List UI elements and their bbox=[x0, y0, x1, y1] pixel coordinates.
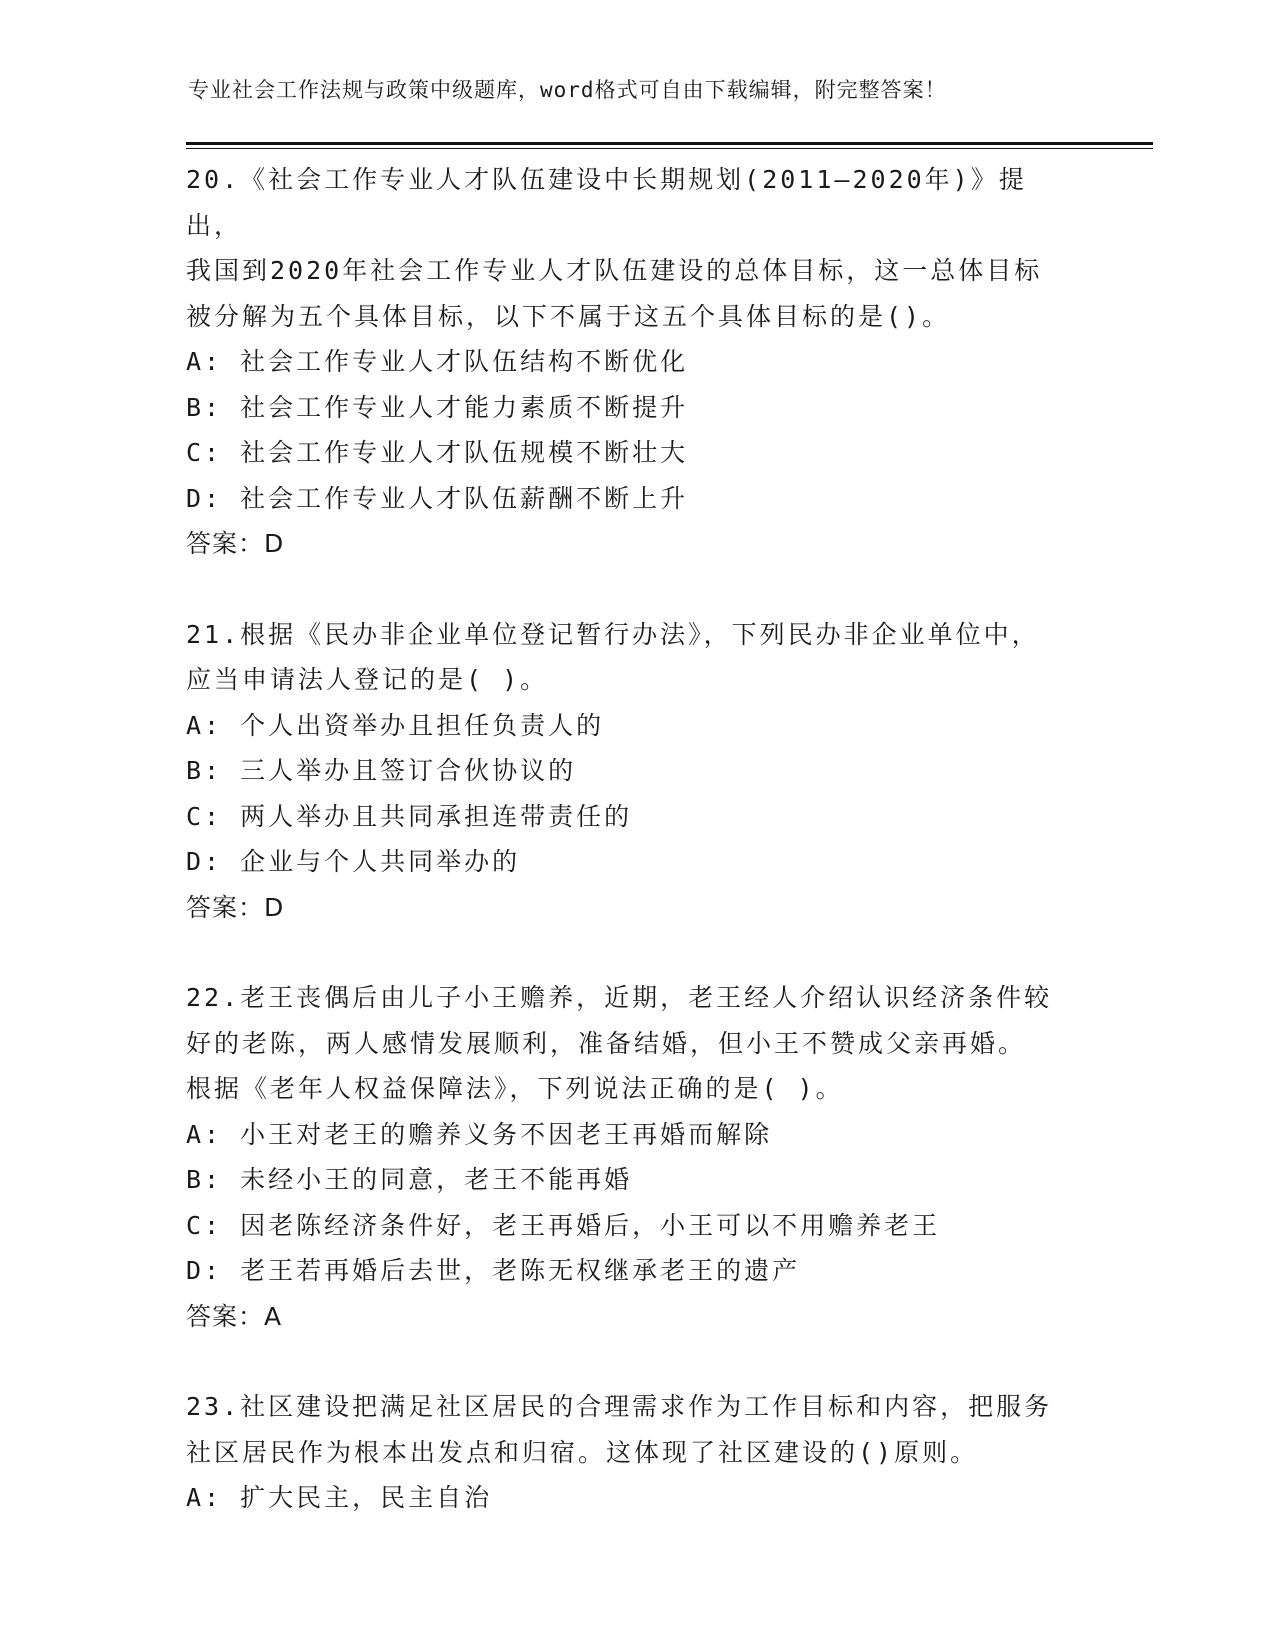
question-stem-line: 21.根据《民办非企业单位登记暂行办法》，下列民办非企业单位中， bbox=[186, 619, 1040, 649]
option-b: B: 三人举办且签订合伙协议的 bbox=[186, 756, 577, 785]
question-list bbox=[186, 157, 1086, 1521]
page-header: 专业社会工作法规与政策中级题库，word格式可自由下载编辑，附完整答案！ bbox=[188, 78, 947, 102]
question-stem-line: 20.《社会工作专业人才队伍建设中长期规划(2011—2020年)》提出， bbox=[186, 165, 1027, 240]
answer: 答案：D bbox=[186, 892, 285, 922]
option-a: A: 个人出资举办且担任负责人的 bbox=[186, 710, 605, 740]
question-stem-line: 我国到2020年社会工作专业人才队伍建设的总体目标，这一总体目标 bbox=[186, 256, 1043, 285]
option-c: C: 因老陈经济条件好，老王再婚后，小王可以不用赡养老王 bbox=[186, 1210, 941, 1240]
question-stem-line: 22.老王丧偶后由儿子小王赡养，近期，老王经人介绍认识经济条件较 bbox=[186, 983, 1053, 1012]
header-rule-thin bbox=[186, 148, 1153, 149]
spacer bbox=[186, 567, 1086, 612]
spacer bbox=[186, 1339, 1086, 1384]
option-a: A: 社会工作专业人才队伍结构不断优化 bbox=[186, 347, 689, 376]
option-b: B: 未经小王的同意，老王不能再婚 bbox=[186, 1165, 633, 1194]
header-rule bbox=[186, 142, 1153, 145]
question-stem-line: 好的老陈，两人感情发展顺利，准备结婚，但小王不赞成父亲再婚。 bbox=[186, 1028, 1027, 1058]
answer: 答案：A bbox=[186, 1301, 283, 1331]
question-stem-line: 被分解为五个具体目标，以下不属于这五个具体目标的是()。 bbox=[186, 301, 951, 331]
option-d: D: 老王若再婚后去世，老陈无权继承老王的遗产 bbox=[186, 1256, 801, 1285]
question-20 bbox=[186, 157, 1086, 567]
option-c: C: 两人举办且共同承担连带责任的 bbox=[186, 801, 633, 831]
question-stem-line: 应当申请法人登记的是( )。 bbox=[186, 665, 549, 694]
question-21 bbox=[186, 612, 1086, 931]
question-stem-line: 社区居民作为根本出发点和归宿。这体现了社区建设的()原则。 bbox=[186, 1437, 979, 1467]
option-c: C: 社会工作专业人才队伍规模不断壮大 bbox=[186, 438, 689, 467]
option-b: B: 社会工作专业人才能力素质不断提升 bbox=[186, 392, 689, 422]
option-d: D: 企业与个人共同举办的 bbox=[186, 847, 521, 876]
option-d: D: 社会工作专业人才队伍薪酬不断上升 bbox=[186, 483, 689, 513]
question-stem-line: 23.社区建设把满足社区居民的合理需求作为工作目标和内容，把服务 bbox=[186, 1392, 1053, 1421]
spacer bbox=[186, 930, 1086, 975]
answer: 答案：D bbox=[186, 529, 285, 558]
question-23 bbox=[186, 1384, 1086, 1521]
option-a: A: 扩大民主，民主自治 bbox=[186, 1483, 493, 1512]
option-a: A: 小王对老王的赡养义务不因老王再婚而解除 bbox=[186, 1119, 773, 1149]
question-stem-line: 根据《老年人权益保障法》，下列说法正确的是( )。 bbox=[186, 1074, 844, 1103]
question-22 bbox=[186, 975, 1086, 1339]
